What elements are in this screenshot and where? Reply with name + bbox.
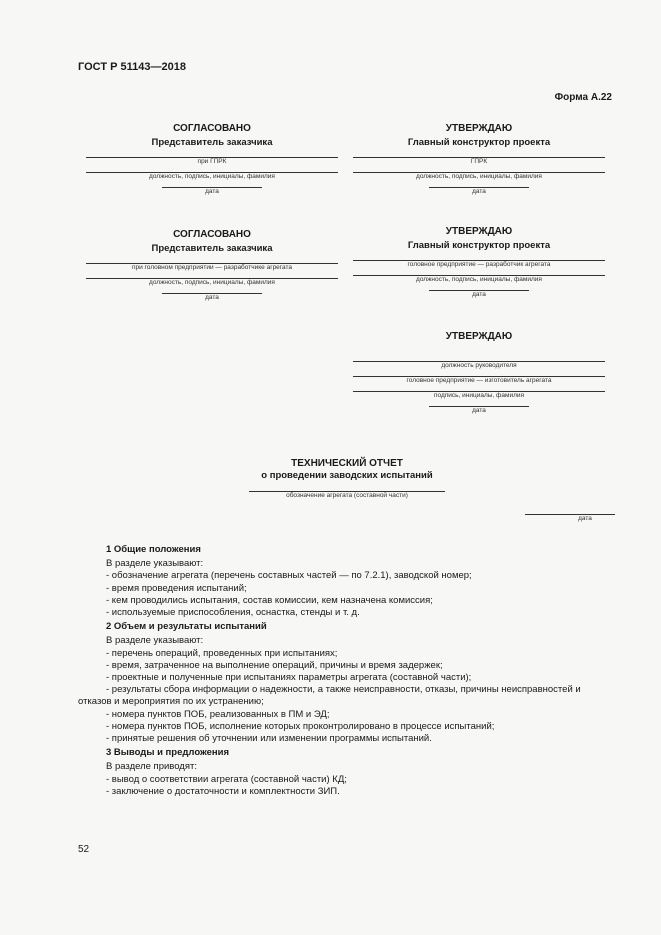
form-label: Форма А.22 xyxy=(554,92,612,103)
section-intro: В разделе указывают: xyxy=(106,558,204,570)
block-subheading: Главный конструктор проекта xyxy=(407,240,551,251)
section-intro: В разделе указывают: xyxy=(106,635,204,647)
block-heading: СОГЛАСОВАНО xyxy=(173,123,251,134)
section-title: 2 Объем и результаты испытаний xyxy=(106,621,267,633)
line-caption: при ГПРК xyxy=(197,158,227,165)
line-caption: головное предприятие — изготовитель агрегата xyxy=(406,377,552,384)
list-item: - заключение о достаточности и комплектности ЗИП. xyxy=(106,785,340,797)
line-caption: подпись, инициалы, фамилия xyxy=(433,392,525,399)
date-caption: дата xyxy=(472,291,486,298)
list-item-continuation: отказов и мероприятия по их устранению; xyxy=(78,696,264,708)
list-item: - используемые приспособления, оснастка, стенды и т. д. xyxy=(106,607,360,619)
approval-block-right-3 xyxy=(353,331,605,415)
line-caption: должность, подпись, инициалы, фамилия xyxy=(149,173,275,180)
list-item: - проектные и полученные при испытаниях параметры агрегата (составной части); xyxy=(106,672,472,684)
line-caption: должность, подпись, инициалы, фамилия xyxy=(416,173,542,180)
approval-block-left-2 xyxy=(86,229,338,302)
date-caption: дата xyxy=(205,294,219,301)
list-item: - время, затраченное на выполнение операций, причины и время задержек; xyxy=(106,659,443,671)
report-body xyxy=(78,544,618,798)
list-item: - результаты сбора информации о надежности, а также неисправности, отказы, причины неисправностей и xyxy=(106,684,581,696)
block-heading: УТВЕРЖДАЮ xyxy=(445,226,513,237)
block-heading: УТВЕРЖДАЮ xyxy=(445,123,513,134)
date-caption: дата xyxy=(578,515,592,522)
date-caption: дата xyxy=(472,407,486,414)
list-item: - перечень операций, проведенных при испытаниях; xyxy=(106,647,338,659)
section-title: 3 Выводы и предложения xyxy=(106,747,230,759)
list-item: - время проведения испытаний; xyxy=(106,582,247,594)
list-item: - вывод о соответствии агрегата (составной части) КД; xyxy=(106,773,347,785)
list-item: - кем проводились испытания, состав комиссии, кем назначена комиссия; xyxy=(106,594,433,606)
line-caption: должность, подпись, инициалы, фамилия xyxy=(149,279,275,286)
block-subheading: Представитель заказчика xyxy=(151,243,273,254)
approval-block-left-1 xyxy=(86,123,338,196)
approval-block-right-1 xyxy=(353,123,605,196)
report-title-block xyxy=(232,458,462,500)
line-caption: при головном предприятии — разработчике агрегата xyxy=(131,264,293,271)
list-item: - обозначение агрегата (перечень составных частей — по 7.2.1), заводской номер; xyxy=(106,570,472,582)
report-date-block xyxy=(525,514,615,523)
block-subheading: Представитель заказчика xyxy=(151,137,273,148)
approval-block-right-2 xyxy=(353,226,605,299)
list-item: - номера пунктов ПОБ, реализованных в ПМ и ЭД; xyxy=(106,708,330,720)
block-heading: СОГЛАСОВАНО xyxy=(173,229,251,240)
date-caption: дата xyxy=(472,188,486,195)
date-caption: дата xyxy=(205,188,219,195)
list-item: - номера пунктов ПОБ, исполнение которых проконтролировано в процессе испытаний; xyxy=(106,720,495,732)
line-caption: должность, подпись, инициалы, фамилия xyxy=(416,276,542,283)
report-title: ТЕХНИЧЕСКИЙ ОТЧЕТ xyxy=(291,458,403,469)
line-caption: головное предприятие — разработчик агрегата xyxy=(407,261,551,268)
designation-caption: обозначение агрегата (составной части) xyxy=(286,492,408,499)
standard-number: ГОСТ Р 51143—2018 xyxy=(78,61,186,73)
list-item: - принятые решения об уточнении или изменении программы испытаний. xyxy=(106,733,432,745)
line-caption: ГПРК xyxy=(470,158,488,165)
section-title: 1 Общие положения xyxy=(106,544,201,555)
section-intro: В разделе приводят: xyxy=(106,761,197,773)
report-subtitle: о проведении заводских испытаний xyxy=(261,470,433,481)
page-number: 52 xyxy=(78,844,90,855)
block-subheading: Главный конструктор проекта xyxy=(407,137,551,148)
line-caption: должность руководителя xyxy=(441,362,517,369)
block-heading: УТВЕРЖДАЮ xyxy=(445,331,513,342)
